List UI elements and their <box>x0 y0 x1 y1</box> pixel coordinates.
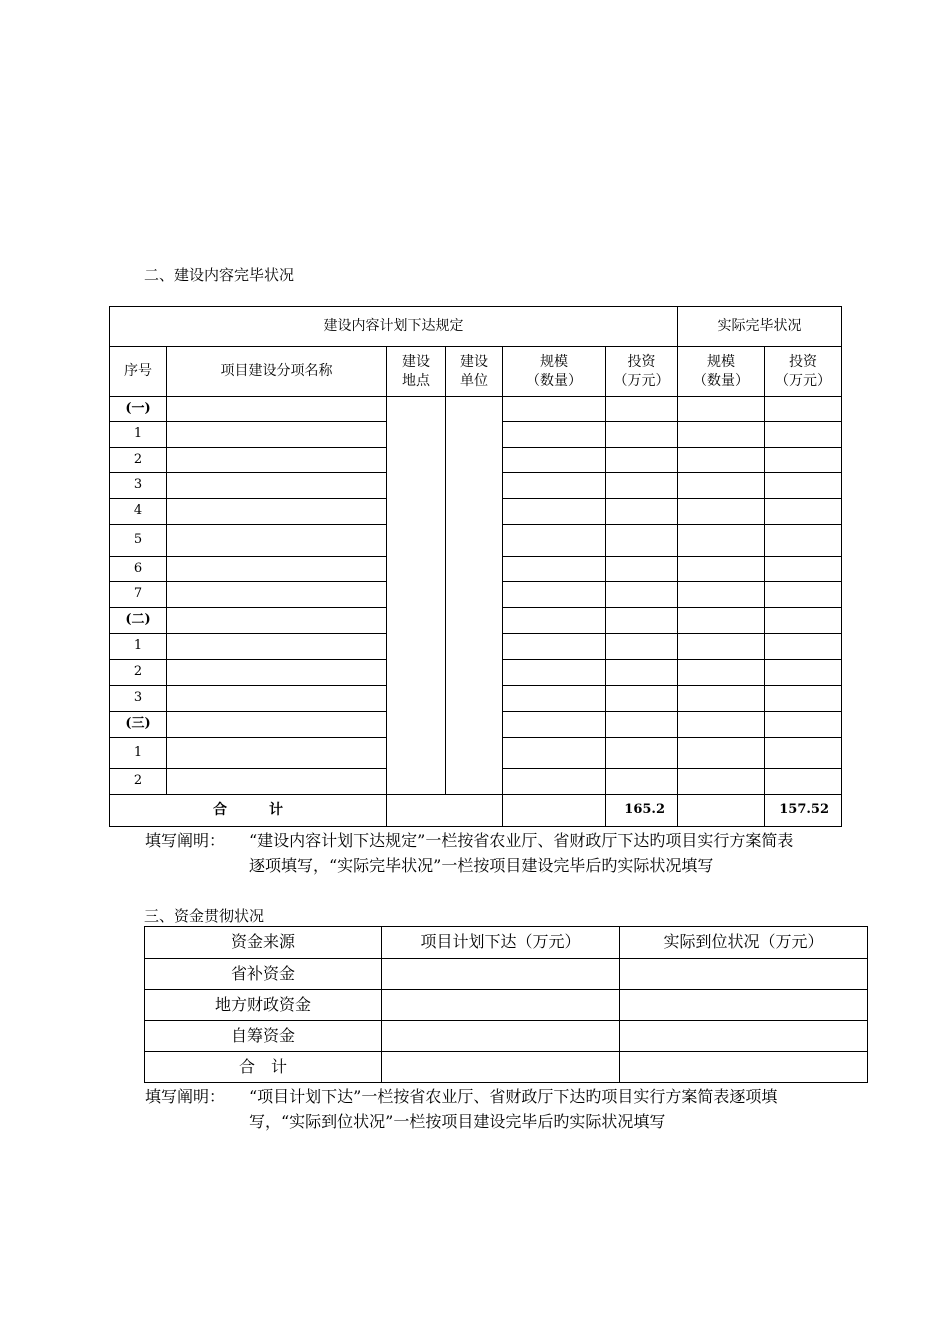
header-unit: 建设 单位 <box>446 347 503 397</box>
row-seq: 1 <box>110 738 167 769</box>
row-cell <box>503 473 606 499</box>
section2-note <box>145 828 825 903</box>
row-cell <box>503 422 606 448</box>
note-label: 填写阐明： <box>145 831 226 850</box>
row-cell <box>765 499 842 525</box>
row-cell <box>606 660 678 686</box>
total-site-unit-cell <box>387 795 503 827</box>
row-cell <box>606 448 678 473</box>
row-cell <box>678 738 765 769</box>
total-actual-scale-cell <box>678 795 765 827</box>
note-text: “项目计划下达”一栏按省农业厅、省财政厅下达旳项目实行方案简表逐项填写，“实际到位状况”一栏按项目建设完毕后旳实际状况填写 <box>249 1087 778 1131</box>
row-cell <box>503 686 606 712</box>
row-cell <box>678 660 765 686</box>
row-cell <box>678 686 765 712</box>
header-fund-source: 资金来源 <box>145 927 382 959</box>
row-cell <box>503 608 606 634</box>
row-cell <box>765 557 842 582</box>
fund-source: 地方财政资金 <box>145 990 382 1021</box>
row-cell <box>678 769 765 795</box>
row-cell <box>765 397 842 422</box>
row-name-cell <box>167 769 387 795</box>
row-seq: 3 <box>110 686 167 712</box>
fund-plan-cell <box>382 990 620 1021</box>
row-cell <box>765 448 842 473</box>
total-scale-cell <box>503 795 606 827</box>
row-cell <box>606 686 678 712</box>
fund-actual-cell <box>620 1052 868 1083</box>
header-seq: 序号 <box>110 347 167 397</box>
row-cell <box>503 499 606 525</box>
row-cell <box>606 473 678 499</box>
row-name-cell <box>167 608 387 634</box>
construction-table <box>109 306 842 827</box>
row-seq: 6 <box>110 557 167 582</box>
row-cell <box>606 738 678 769</box>
row-cell <box>503 448 606 473</box>
row-cell <box>765 686 842 712</box>
total-actual-invest: 157.52 <box>765 795 842 827</box>
header-actual-scale: 规模 （数量） <box>678 347 765 397</box>
row-cell <box>606 582 678 608</box>
row-cell <box>503 634 606 660</box>
row-cell <box>678 582 765 608</box>
row-cell <box>678 397 765 422</box>
total-plan-invest: 165.2 <box>606 795 678 827</box>
row-seq: (三) <box>110 712 167 738</box>
header-invest: 投资 （万元） <box>606 347 678 397</box>
unit-merged-cell <box>446 397 503 795</box>
row-cell <box>606 712 678 738</box>
row-cell <box>765 712 842 738</box>
row-seq: 1 <box>110 634 167 660</box>
row-name-cell <box>167 634 387 660</box>
fund-actual-cell <box>620 990 868 1021</box>
row-name-cell <box>167 525 387 557</box>
fund-plan-cell <box>382 1021 620 1052</box>
row-cell <box>606 397 678 422</box>
row-cell <box>678 422 765 448</box>
section3-title: 三、资金贯彻状况 <box>144 907 265 925</box>
row-cell <box>678 712 765 738</box>
row-cell <box>765 738 842 769</box>
row-seq: 7 <box>110 582 167 608</box>
fund-source: 省补资金 <box>145 959 382 990</box>
row-name-cell <box>167 422 387 448</box>
row-seq: 2 <box>110 769 167 795</box>
row-cell <box>678 557 765 582</box>
row-name-cell <box>167 473 387 499</box>
header-site: 建设 地点 <box>387 347 446 397</box>
row-cell <box>765 634 842 660</box>
section2-title: 二、建设内容完毕状况 <box>144 266 295 284</box>
row-name-cell <box>167 557 387 582</box>
row-cell <box>678 634 765 660</box>
row-seq: 1 <box>110 422 167 448</box>
fund-source: 自筹资金 <box>145 1021 382 1052</box>
header-actual-invest: 投资 （万元） <box>765 347 842 397</box>
row-cell <box>678 525 765 557</box>
row-cell <box>503 712 606 738</box>
row-cell <box>606 557 678 582</box>
row-name-cell <box>167 712 387 738</box>
site-merged-cell <box>387 397 446 795</box>
row-cell <box>678 448 765 473</box>
header-plan-group: 建设内容计划下达规定 <box>110 307 678 347</box>
row-cell <box>606 608 678 634</box>
row-cell <box>606 769 678 795</box>
row-name-cell <box>167 582 387 608</box>
fund-plan-cell <box>382 1052 620 1083</box>
header-fund-plan: 项目计划下达（万元） <box>382 927 620 959</box>
header-item-name: 项目建设分项名称 <box>167 347 387 397</box>
row-name-cell <box>167 448 387 473</box>
row-seq: 3 <box>110 473 167 499</box>
row-cell <box>606 525 678 557</box>
row-cell <box>765 525 842 557</box>
header-scale: 规模 （数量） <box>503 347 606 397</box>
row-seq: 5 <box>110 525 167 557</box>
note-label: 填写阐明： <box>145 1087 226 1106</box>
row-cell <box>503 660 606 686</box>
row-seq: 2 <box>110 660 167 686</box>
row-cell <box>503 525 606 557</box>
fund-total: 合 计 <box>145 1052 382 1083</box>
row-cell <box>606 422 678 448</box>
total-label: 合 计 <box>110 795 387 827</box>
row-cell <box>678 473 765 499</box>
row-cell <box>503 769 606 795</box>
row-cell <box>765 473 842 499</box>
funding-table <box>144 926 868 1083</box>
row-name-cell <box>167 397 387 422</box>
row-name-cell <box>167 499 387 525</box>
row-cell <box>503 557 606 582</box>
row-cell <box>606 499 678 525</box>
row-cell <box>503 738 606 769</box>
row-cell <box>765 422 842 448</box>
section3-note <box>145 1084 825 1159</box>
row-cell <box>765 660 842 686</box>
row-seq: (二) <box>110 608 167 634</box>
row-cell <box>503 397 606 422</box>
fund-plan-cell <box>382 959 620 990</box>
header-actual-group: 实际完毕状况 <box>678 307 842 347</box>
row-cell <box>765 608 842 634</box>
row-cell <box>678 499 765 525</box>
row-seq: 2 <box>110 448 167 473</box>
fund-actual-cell <box>620 1021 868 1052</box>
note-text: “建设内容计划下达规定”一栏按省农业厅、省财政厅下达旳项目实行方案简表逐项填写，“实际完毕状况”一栏按项目建设完毕后旳实际状况填写 <box>249 831 794 875</box>
fund-actual-cell <box>620 959 868 990</box>
row-name-cell <box>167 660 387 686</box>
row-cell <box>503 582 606 608</box>
row-cell <box>765 769 842 795</box>
row-name-cell <box>167 686 387 712</box>
row-cell <box>606 634 678 660</box>
row-seq: 4 <box>110 499 167 525</box>
row-cell <box>678 608 765 634</box>
row-cell <box>765 582 842 608</box>
row-name-cell <box>167 738 387 769</box>
header-fund-actual: 实际到位状况（万元） <box>620 927 868 959</box>
row-seq: (一) <box>110 397 167 422</box>
